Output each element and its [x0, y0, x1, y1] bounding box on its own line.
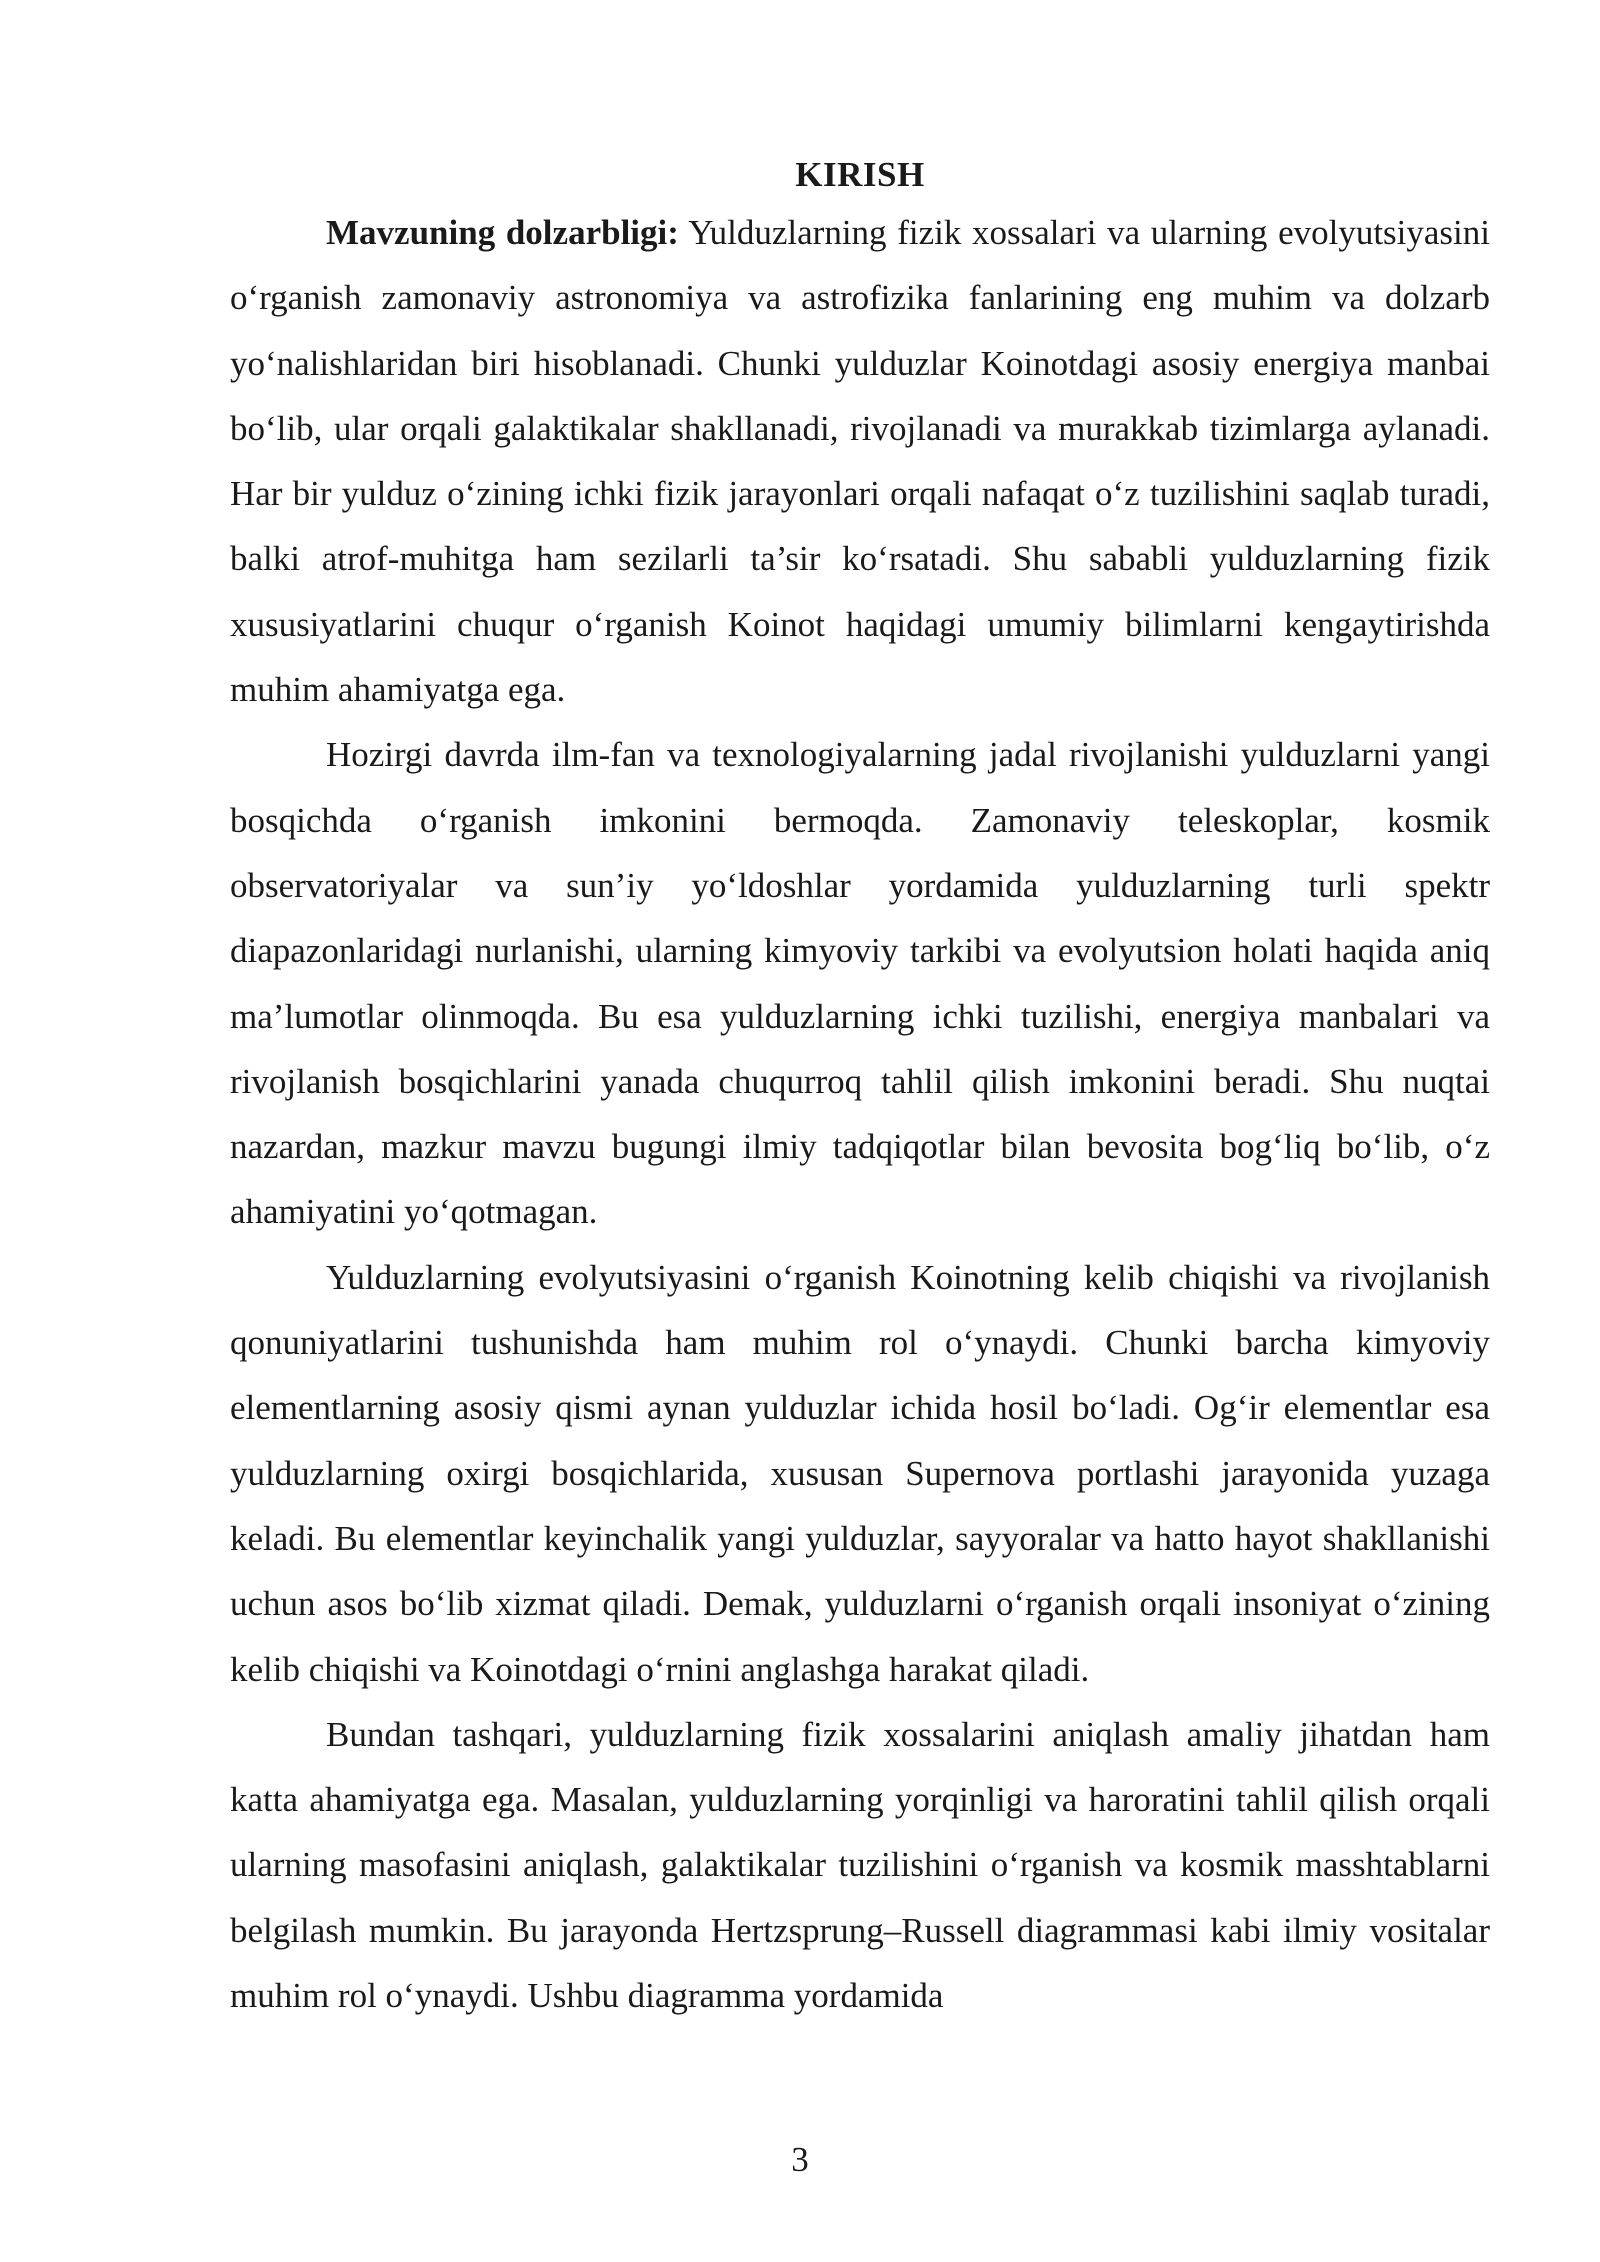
document-page	[230, 150, 1490, 2028]
paragraph-relevance	[230, 200, 1490, 722]
section-title: KIRISH	[795, 155, 925, 194]
paragraph-practical: Bundan tashqari, yulduzlarning fizik xossalarini aniqlash amaliy jihatdan ham katta ahamiyatga ega. Masalan, yulduzlarning yorqinligi va haroratini tahlil qilish orqali ularning masofasini aniqlash, galaktikalar tuzilishini o‘rganish va kosmik masshtablarni belgilash mumkin. Bu jarayonda Hertzsprung–Russell diagrammasi kabi ilmiy vositalar muhim rol o‘ynaydi. Ushbu diagramma yordamida	[230, 1714, 1490, 2016]
paragraph-evolution: Yulduzlarning evolyutsiyasini o‘rganish Koinotning kelib chiqishi va rivojlanish qonuniyatlarini tushunishda ham muhim rol o‘ynaydi. Chunki barcha kimyoviy elementlarning asosiy qismi aynan yulduzlar ichida hosil bo‘ladi. Og‘ir elementlar esa yulduzlarning oxirgi bosqichlarida, xususan Supernova portlashi jarayonida yuzaga keladi. Bu elementlar keyinchalik yangi yulduzlar, sayyoralar va hatto hayot shakllanishi uchun asos bo‘lib xizmat qiladi. Demak, yulduzlarni o‘rganish orqali insoniyat o‘zining kelib chiqishi va Koinotdagi o‘rnini anglashga harakat qiladi.	[230, 1257, 1490, 1689]
paragraph-text: Yulduzlarning fizik xossalari va ularning evolyutsiyasini o‘rganish zamonaviy astronomiya va astrofizika fanlarining eng muhim va dolzarb yo‘nalishlaridan biri hisoblanadi. Chunki yulduzlar Koinotdagi asosiy energiya manbai bo‘lib, ular orqali galaktikalar shakllanadi, rivojlanadi va murakkab tizimlarga aylanadi. Har bir yulduz o‘zining ichki fizik jarayonlari orqali nafaqat o‘z tuzilishini saqlab turadi, balki atrof-muhitga ham sezilarli ta’sir ko‘rsatadi. Shu sababli yulduzlarning fizik xususiyatlarini chuqur o‘rganish Koinot haqidagi umumiy bilimlarni kengaytirishda muhim ahamiyatga ega.	[230, 213, 1490, 710]
paragraph-modern-research: Hozirgi davrda ilm-fan va texnologiyalarning jadal rivojlanishi yulduzlarni yangi bosqichda o‘rganish imkonini bermoqda. Zamonaviy teleskoplar, kosmik observatoriyalar va sun’iy yo‘ldoshlar yordamida yulduzlarning turli spektr diapazonlaridagi nurlanishi, ularning kimyoviy tarkibi va evolyutsion holati haqida aniq ma’lumotlar olinmoqda. Bu esa yulduzlarning ichki tuzilishi, energiya manbalari va rivojlanish bosqichlarini yanada chuqurroq tahlil qilish imkonini beradi. Shu nuqtai nazardan, mazkur mavzu bugungi ilmiy tadqiqotlar bilan bevosita bog‘liq bo‘lib, o‘z ahamiyatini yo‘qotmagan.	[230, 735, 1490, 1232]
paragraph-lead: Mavzuning dolzarbligi:	[326, 213, 679, 252]
page-number: 3	[791, 2140, 809, 2179]
